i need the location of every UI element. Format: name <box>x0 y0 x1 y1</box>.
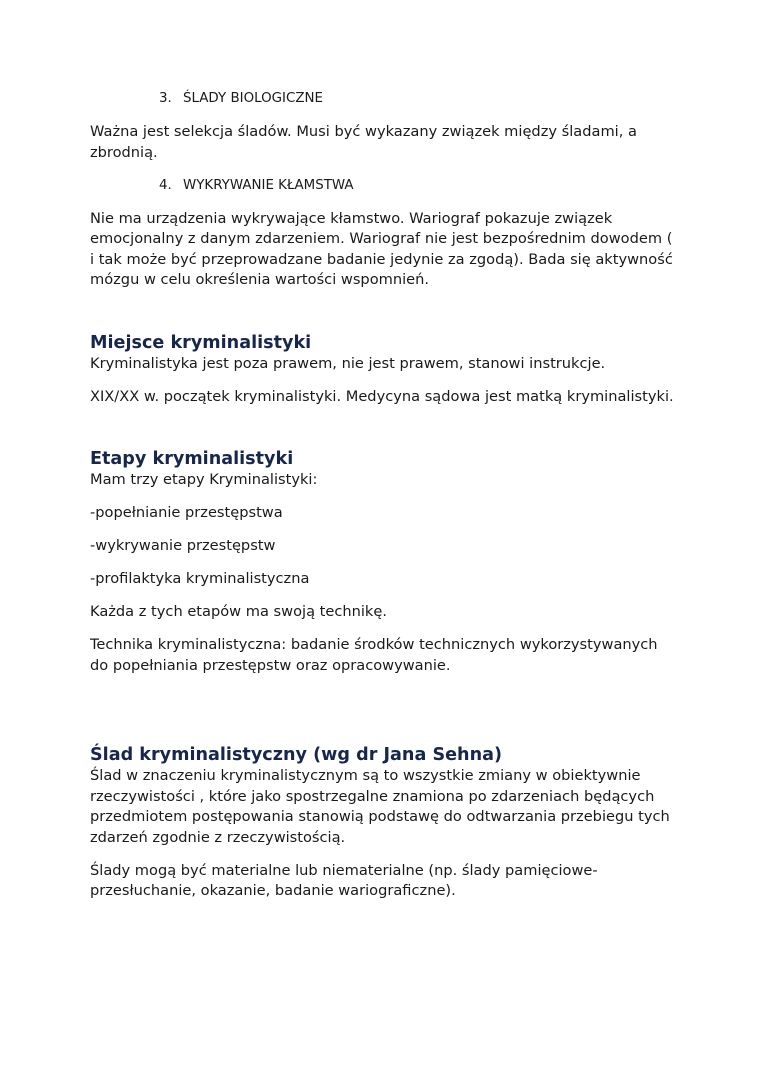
paragraph: XIX/XX w. początek kryminalistyki. Medycyna sądowa jest matką kryminalistyki. <box>90 387 674 405</box>
list-number: 3. <box>159 91 172 106</box>
paragraph: Ważna jest selekcja śladów. Musi być wykazany związek między śladami, a zbrodnią. <box>90 123 637 161</box>
paragraph: Mam trzy etapy Kryminalistyki: <box>90 471 318 488</box>
numbered-heading-title: WYKRYWANIE KŁAMSTWA <box>183 177 354 193</box>
section-heading-etapy: Etapy kryminalistyki <box>90 449 294 469</box>
list-item: -wykrywanie przestępstw <box>90 537 276 554</box>
list-item: -profilaktyka kryminalistyczna <box>90 570 310 587</box>
paragraph: Technika kryminalistyczna: badanie środków technicznych wykorzystywanych do popełniania przestępstw oraz opracowywanie. <box>90 636 658 674</box>
document-page <box>90 89 680 914</box>
numbered-heading-3 <box>159 89 680 109</box>
paragraph: Ślad w znaczeniu kryminalistycznym są to wszystkie zmiany w obiektywnie rzeczywistości , które jako spostrzegalne znamiona po zdarzeniach będących przedmiotem postępowania stanowią podstawę do odtwarzania przebiegu tych zdarzeń zgodnie z rzeczywistością. <box>90 767 670 846</box>
numbered-heading-4 <box>159 176 680 196</box>
list-number: 4. <box>159 177 172 193</box>
section-heading-miejsce: Miejsce kryminalistyki <box>90 332 312 353</box>
section-heading-slad: Ślad kryminalistyczny (wg dr Jana Sehna) <box>90 745 503 765</box>
paragraph: Nie ma urządzenia wykrywające kłamstwo. Wariograf pokazuje związek emocjonalny z danym zdarzeniem. Wariograf nie jest bezpośrednim dowodem ( i tak może być przeprowadzane badanie jedynie za zgodą). Bada się aktywność mózgu w celu określenia wartości wspomnień. <box>90 209 673 288</box>
list-item: -popełnianie przestępstwa <box>90 504 283 521</box>
numbered-heading-title: ŚLADY BIOLOGICZNE <box>183 91 323 106</box>
paragraph: Ślady mogą być materialne lub niematerialne (np. ślady pamięciowe- przesłuchanie, okazanie, badanie wariograficzne). <box>90 861 598 899</box>
paragraph: Kryminalistyka jest poza prawem, nie jest prawem, stanowi instrukcje. <box>90 354 606 372</box>
paragraph: Każda z tych etapów ma swoją technikę. <box>90 603 387 620</box>
